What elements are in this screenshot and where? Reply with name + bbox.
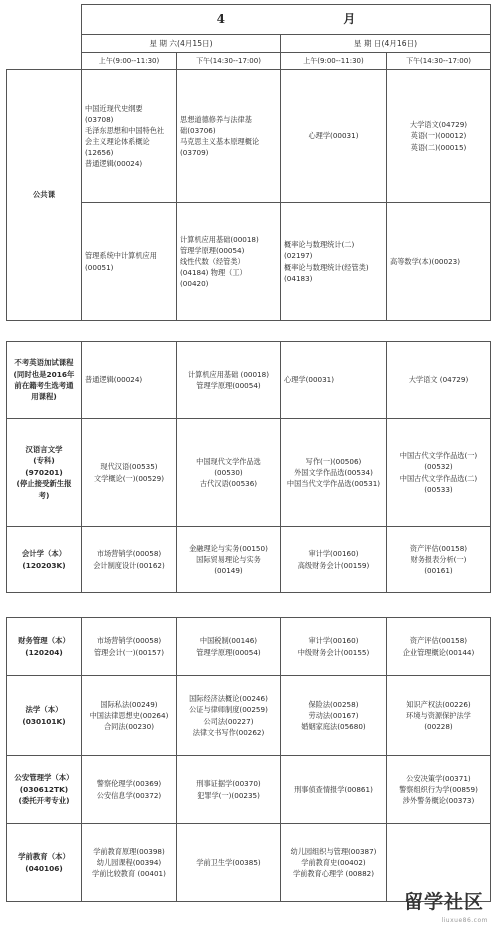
cell-line: (030612TK) bbox=[19, 784, 69, 794]
category-label bbox=[7, 824, 82, 902]
cell-line: 写作(一)(00506) bbox=[305, 456, 362, 466]
category-public: 公共课 bbox=[7, 70, 82, 321]
cell-line: 用课程) bbox=[31, 392, 57, 402]
exam-cell bbox=[281, 756, 387, 824]
exam-cell bbox=[177, 70, 281, 203]
program-row bbox=[7, 342, 491, 419]
cell-line: 大学语文 (04729) bbox=[408, 375, 469, 385]
cell-line: 中国现代文学作品选 bbox=[196, 456, 261, 466]
cell-line: 心理学(00031) bbox=[308, 131, 359, 141]
cell-line: (970201) bbox=[25, 467, 63, 477]
exam-cell bbox=[281, 824, 387, 902]
exam-cell bbox=[82, 756, 177, 824]
cell-line: 企业管理概论(00144) bbox=[402, 647, 475, 657]
exam-cell bbox=[82, 618, 177, 676]
exam-cell bbox=[387, 676, 491, 756]
cell-line: 中国近现代史纲要 bbox=[85, 103, 143, 113]
cell-line: 古代汉语(00536) bbox=[199, 479, 258, 489]
exam-cell bbox=[387, 756, 491, 824]
cell-line: (00532) bbox=[424, 462, 453, 472]
cell-line: (00228) bbox=[424, 722, 453, 732]
cell-line: (040106) bbox=[25, 863, 63, 873]
cell-line: 幼儿园组织与管理(00387) bbox=[290, 846, 377, 856]
cell-line: 资产评估(00158) bbox=[409, 636, 468, 646]
exam-cell bbox=[387, 419, 491, 527]
cell-line: 知识产权法(00226) bbox=[406, 699, 471, 709]
exam-cell bbox=[387, 70, 491, 203]
cell-line: 普通逻辑(00024) bbox=[85, 159, 143, 169]
cell-line: 概率论与数理统计(二) bbox=[284, 240, 355, 250]
cell-line: 前在籍考生选考通 bbox=[14, 381, 74, 390]
category-label bbox=[7, 527, 82, 593]
cell-line: (120203K) bbox=[22, 560, 66, 570]
watermark-url: liuxue86.com bbox=[441, 916, 488, 924]
cell-line: 会计学（本） bbox=[21, 549, 67, 559]
category-label bbox=[7, 676, 82, 756]
cell-line: 公司法(00227) bbox=[203, 716, 254, 726]
exam-cell bbox=[177, 756, 281, 824]
program-row bbox=[7, 618, 491, 676]
schedule-table-programs-a bbox=[6, 341, 491, 593]
exam-cell bbox=[177, 419, 281, 527]
cell-line: 不考英语加试课程 bbox=[14, 358, 74, 368]
cell-line: 中国法律思想史(00264) bbox=[89, 710, 169, 720]
cell-line: 中级财务会计(00155) bbox=[297, 647, 370, 657]
cell-line: 会计制度设计(00162) bbox=[93, 560, 165, 570]
cell-line: 线性代数（经管类） bbox=[180, 256, 245, 266]
cell-line: 大学语文(04729) bbox=[409, 120, 468, 130]
cell-line: 管理系统中计算机应用 bbox=[85, 251, 157, 261]
program-row bbox=[7, 527, 491, 593]
cell-line: (停止接受新生报 bbox=[16, 479, 72, 489]
cell-line: 学前教育心理学 (00882) bbox=[292, 869, 375, 879]
cell-line: (委托开考专业) bbox=[18, 796, 70, 806]
cell-line: 思想道德修养与法律基 bbox=[180, 114, 252, 124]
exam-cell bbox=[82, 342, 177, 419]
corner-cell bbox=[7, 5, 82, 70]
cell-line: 学前比较教育 (00401) bbox=[92, 869, 166, 879]
category-label bbox=[7, 342, 82, 419]
exam-cell bbox=[281, 342, 387, 419]
exam-cell bbox=[387, 527, 491, 593]
exam-cell bbox=[177, 342, 281, 419]
cell-line: 公安决策学(00371) bbox=[406, 773, 471, 783]
cell-line: (04183) bbox=[284, 273, 313, 283]
day-saturday: 星 期 六(4月15日) bbox=[82, 35, 281, 53]
cell-line: 审计学(00160) bbox=[308, 549, 359, 559]
cell-line: 保险法(00258) bbox=[308, 699, 359, 709]
cell-line: 金融理论与实务(00150) bbox=[189, 543, 268, 553]
exam-cell bbox=[177, 527, 281, 593]
exam-cell bbox=[82, 419, 177, 527]
exam-cell bbox=[281, 618, 387, 676]
cell-line: 市场营销学(00058) bbox=[96, 636, 162, 646]
exam-cell bbox=[387, 203, 491, 321]
cell-line: 学前教育（本） bbox=[18, 852, 70, 862]
cell-line: 国际贸易理论与实务 bbox=[196, 554, 261, 564]
cell-line: 文学概论(一)(00529) bbox=[93, 473, 165, 483]
cell-line: 毛泽东思想和中国特色社 bbox=[85, 125, 165, 135]
exam-cell bbox=[82, 203, 177, 321]
slot-sat-pm: 下午(14:30--17:00) bbox=[177, 53, 281, 70]
cell-line: 普通逻辑(00024) bbox=[85, 375, 143, 385]
cell-line: 环境与资源保护法学 bbox=[406, 710, 471, 720]
cell-line: 警察组织行为学(00859) bbox=[399, 784, 478, 794]
cell-line: 管理会计(一)(00157) bbox=[93, 647, 165, 657]
cell-line: 英语(一)(00012) bbox=[410, 131, 467, 141]
category-label bbox=[7, 618, 82, 676]
cell-line: 会主义理论体系概论 bbox=[85, 137, 150, 146]
cell-line: 高级财务会计(00159) bbox=[297, 560, 370, 570]
cell-line: 英语(二)(00015) bbox=[410, 142, 467, 152]
cell-line: 学前教育原理(00398) bbox=[93, 846, 165, 856]
cell-line: 合同法(00230) bbox=[103, 722, 155, 732]
exam-cell bbox=[281, 676, 387, 756]
cell-line: 婚姻家庭法(05680) bbox=[301, 722, 366, 732]
program-row bbox=[7, 756, 491, 824]
cell-line: (00051) bbox=[85, 262, 114, 272]
cell-line: 犯罪学(一)(00235) bbox=[197, 790, 260, 800]
cell-line: (030101K) bbox=[22, 716, 66, 726]
exam-cell bbox=[82, 70, 177, 203]
cell-line: 础(03706) bbox=[180, 125, 216, 135]
watermark-logo bbox=[374, 890, 494, 927]
exam-cell bbox=[281, 419, 387, 527]
cell-line: 涉外警务概论(00373) bbox=[402, 796, 475, 806]
category-label bbox=[7, 756, 82, 824]
cell-line: 学前教育史(00402) bbox=[301, 857, 366, 867]
cell-line: 马克思主义基本原理概论 bbox=[180, 137, 260, 146]
cell-line: 中国税制(00146) bbox=[199, 636, 258, 646]
cell-line: (00420) bbox=[180, 279, 209, 289]
slot-sat-am: 上午(9:00--11:30) bbox=[82, 53, 177, 70]
cell-line: 法律文书写作(00262) bbox=[192, 727, 265, 737]
month-char: 月 bbox=[343, 12, 356, 27]
exam-cell bbox=[82, 676, 177, 756]
cell-line: 国际经济法概论(00246) bbox=[189, 694, 268, 704]
cell-line: 中国古代文学作品选(一) bbox=[399, 451, 478, 461]
exam-cell bbox=[281, 70, 387, 203]
month-number: 4 bbox=[216, 12, 225, 27]
cell-line: 市场营销学(00058) bbox=[96, 549, 162, 559]
cell-line: (00161) bbox=[424, 566, 453, 576]
cell-line: 中国当代文学作品选(00531) bbox=[286, 479, 381, 489]
exam-cell bbox=[281, 527, 387, 593]
cell-line: 刑事证据学(00370) bbox=[196, 779, 261, 789]
cell-line: (02197) bbox=[284, 251, 313, 261]
cell-line: 概率论与数理统计(经管类) bbox=[284, 262, 369, 272]
cell-line: (00533) bbox=[424, 484, 453, 494]
cell-line: (03708) bbox=[85, 114, 114, 124]
slot-sun-pm: 下午(14:30--17:00) bbox=[387, 53, 491, 70]
cell-line: 心理学(00031) bbox=[284, 375, 335, 385]
cell-line: (04184) 物理（工） bbox=[180, 268, 247, 278]
cell-line: 高等数学(本)(00023) bbox=[390, 256, 461, 266]
cell-line: 计算机应用基础(00018) bbox=[180, 234, 259, 244]
cell-line: 审计学(00160) bbox=[308, 636, 359, 646]
cell-line: (00530) bbox=[214, 467, 243, 477]
cell-line: (专科) bbox=[33, 456, 55, 466]
exam-cell bbox=[387, 342, 491, 419]
cell-line: 现代汉语(00535) bbox=[100, 462, 158, 472]
schedule-table-public bbox=[6, 4, 491, 321]
cell-line: 警察伦理学(00369) bbox=[96, 779, 162, 789]
watermark-text: 留学社区 bbox=[403, 890, 484, 913]
cell-line: (12656) bbox=[85, 148, 114, 158]
cell-line: 学前卫生学(00385) bbox=[196, 857, 261, 867]
month-heading bbox=[82, 5, 491, 35]
exam-cell bbox=[177, 676, 281, 756]
exam-cell bbox=[82, 824, 177, 902]
cell-line: 幼儿园课程(00394) bbox=[96, 857, 162, 867]
schedule-table-programs-b bbox=[6, 617, 491, 902]
cell-line: 公安信息学(00372) bbox=[96, 790, 162, 800]
cell-line: 法学（本） bbox=[25, 705, 63, 715]
cell-line: 财务管理（本） bbox=[18, 636, 70, 646]
cell-line: 劳动法(00167) bbox=[308, 710, 359, 720]
cell-line: (同时也是2016年 bbox=[13, 369, 75, 379]
cell-line: 刑事侦查情报学(00861) bbox=[294, 784, 373, 794]
exam-cell bbox=[387, 618, 491, 676]
cell-line: 管理学原理(00054) bbox=[180, 245, 245, 255]
exam-cell bbox=[281, 203, 387, 321]
exam-cell bbox=[82, 527, 177, 593]
exam-cell bbox=[177, 203, 281, 321]
slot-sun-am: 上午(9:00--11:30) bbox=[281, 53, 387, 70]
exam-cell bbox=[177, 824, 281, 902]
cell-line: (03709) bbox=[180, 148, 209, 158]
cell-line: 财务报表分析(一) bbox=[410, 554, 467, 564]
cell-line: (00149) bbox=[214, 566, 243, 576]
cell-line: 管理学原理(00054) bbox=[196, 381, 261, 390]
day-sunday: 星 期 日(4月16日) bbox=[281, 35, 491, 53]
cell-line: 中国古代文学作品选(二) bbox=[399, 473, 478, 483]
cell-line: (120204) bbox=[25, 647, 63, 657]
cell-line: 考) bbox=[38, 490, 50, 500]
category-label bbox=[7, 419, 82, 527]
program-row bbox=[7, 419, 491, 527]
cell-line: 计算机应用基础 (00018) bbox=[187, 369, 270, 379]
cell-line: 外国文学作品选(00534) bbox=[294, 467, 373, 477]
program-row bbox=[7, 676, 491, 756]
cell-line: 汉语言文学 bbox=[25, 444, 63, 454]
cell-line: 国际私法(00249) bbox=[100, 699, 158, 709]
cell-line: 资产评估(00158) bbox=[409, 543, 468, 553]
cell-line: 管理学原理(00054) bbox=[196, 647, 261, 657]
exam-cell bbox=[177, 618, 281, 676]
cell-line: 公证与律师制度(00259) bbox=[189, 705, 268, 715]
cell-line: 公安管理学（本） bbox=[14, 773, 74, 783]
